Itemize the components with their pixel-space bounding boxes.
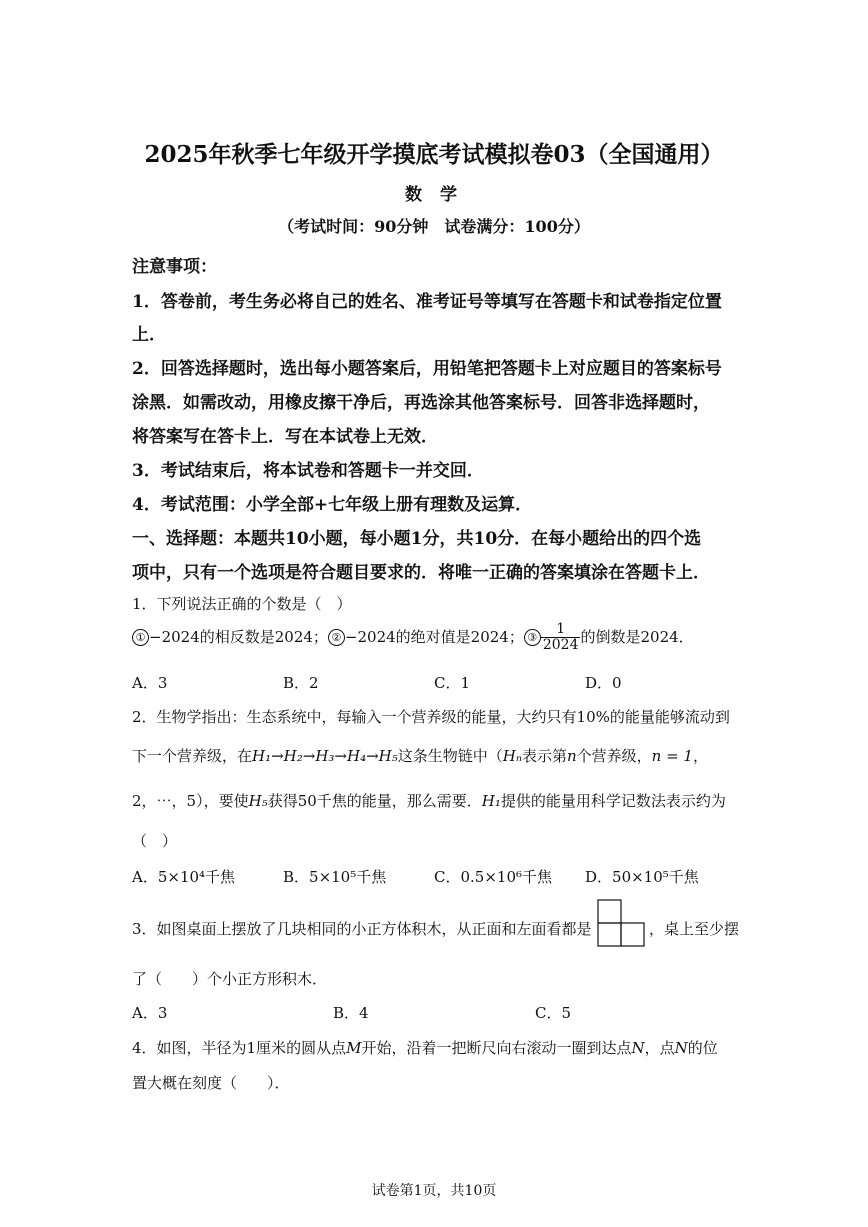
subject-label: 数 学: [405, 185, 463, 205]
point-n: N: [674, 1039, 688, 1057]
question-3-line-1-end: ，桌上至少摆: [649, 920, 740, 938]
question-3-line-1-start: 3．如图桌面上摆放了几块相同的小正方体积木，从正面和左面看都是: [132, 920, 592, 938]
fraction-numerator: 1: [541, 622, 581, 638]
question-1-stem: 1．下列说法正确的个数是（ ）: [132, 595, 352, 613]
text: ，点: [644, 1039, 675, 1057]
text: ，: [692, 747, 708, 765]
notice-item-3: 3．考试结束后，将本试卷和答题卡一并交回．: [132, 461, 484, 481]
point-n: N: [631, 1039, 645, 1057]
question-3-option-c[interactable]: C．5: [535, 1004, 572, 1022]
text: 的位: [687, 1039, 718, 1057]
question-2-option-d[interactable]: D．50×10⁵千焦: [585, 868, 699, 886]
question-4-line-2: 置大概在刻度（ ）．: [132, 1074, 290, 1092]
question-1-statement-2: −2024的绝对值是2024；: [344, 627, 524, 646]
text: 这条生物链中（: [397, 747, 503, 765]
point-m: M: [346, 1039, 362, 1057]
question-2-line-1: 2．生物学指出：生态系统中，每输入一个营养级的能量，大约只有10%的能量能够流动到: [132, 708, 730, 726]
question-1-statement-1: −2024的相反数是2024；: [149, 627, 328, 646]
notice-item-2-line-3: 将答案写在答卡上．写在本试卷上无效．: [132, 427, 438, 447]
text: 下一个营养级，在: [132, 747, 253, 765]
question-3-option-b[interactable]: B．4: [333, 1004, 369, 1022]
notice-item-2-line-2: 涂黑．如需改动，用橡皮擦干净后，再选涂其他答案标号．回答非选择题时，: [132, 393, 710, 413]
question-1-option-b[interactable]: B．2: [283, 674, 319, 692]
text: 个营养级，: [576, 747, 652, 765]
fraction-denominator: 2024: [542, 637, 579, 654]
question-2-option-a[interactable]: A．5×10⁴千焦: [132, 868, 236, 886]
h5-symbol: H₅: [248, 792, 268, 810]
question-1-statement-3: 的倒数是2024．: [580, 627, 694, 646]
n-symbol: n: [566, 747, 577, 765]
question-1-statements: [132, 622, 694, 654]
text: 开始，沿着一把断尺向右滚动一圈到达点: [361, 1039, 632, 1057]
question-2-option-c[interactable]: C．0.5×10⁶千焦: [434, 868, 553, 886]
question-1-option-c[interactable]: C．1: [434, 674, 471, 692]
circled-number-1: ①: [132, 629, 149, 646]
n-equals-1: n = 1: [651, 747, 693, 765]
food-chain-expression: H₁→H₂→H₃→H₄→H₅: [252, 747, 398, 765]
fraction: [541, 622, 581, 654]
h-n-symbol: Hₙ: [502, 747, 522, 765]
notice-item-4: 4．考试范围：小学全部+七年级上册有理数及运算．: [132, 495, 533, 515]
figure-bottom-right-square: [621, 923, 644, 946]
notice-heading: 注意事项：: [132, 257, 217, 277]
figure-top-square: [598, 900, 621, 923]
notice-item-1-line-2: 上．: [132, 325, 166, 345]
text: 4．如图，半径为1厘米的圆从点: [132, 1039, 347, 1057]
question-4-line-1: [132, 1037, 718, 1058]
circled-number-3: ③: [524, 629, 541, 646]
exam-time-info: （考试时间：90分钟 试卷满分：100分）: [278, 217, 590, 236]
circled-number-2: ②: [328, 629, 345, 646]
page-footer: 试卷第1页，共10页: [371, 1183, 497, 1199]
question-1-option-a[interactable]: A．3: [132, 674, 168, 692]
text: 表示第: [521, 747, 567, 765]
question-1-option-d[interactable]: D．0: [585, 674, 622, 692]
notice-item-2-line-1: 2．回答选择题时，选出每小题答案后，用铅笔把答题卡上对应题目的答案标号: [132, 359, 722, 379]
text: 提供的能量用科学记数法表示约为: [500, 792, 726, 810]
page-title: 2025年秋季七年级开学摸底考试模拟卷03（全国通用）: [144, 141, 724, 168]
h1-symbol: H₁: [481, 792, 501, 810]
notice-item-1-line-1: 1．答卷前，考生务必将自己的姓名、准考证号等填写在答题卡和试卷指定位置: [132, 292, 722, 312]
text: 获得50千焦的能量，那么需要．: [267, 792, 482, 810]
question-3-line-2: 了（ ）个小正方形积木．: [132, 970, 328, 988]
question-2-line-3: [132, 790, 726, 811]
figure-bottom-left-square: [598, 923, 621, 946]
question-3-option-a[interactable]: A．3: [132, 1004, 168, 1022]
text: 2，⋯，5），要使: [132, 792, 249, 810]
block-view-figure: [597, 899, 647, 948]
question-2-option-b[interactable]: B．5×10⁵千焦: [283, 868, 387, 886]
question-2-line-2: [132, 745, 708, 766]
section-1-instructions-line-1: 一、选择题：本题共10小题，每小题1分，共10分．在每小题给出的四个选: [132, 529, 702, 549]
question-2-answer-bracket: （ ）: [132, 832, 178, 850]
section-1-instructions-line-2: 项中，只有一个选项是符合题目要求的．将唯一正确的答案填涂在答题卡上．: [132, 563, 710, 583]
